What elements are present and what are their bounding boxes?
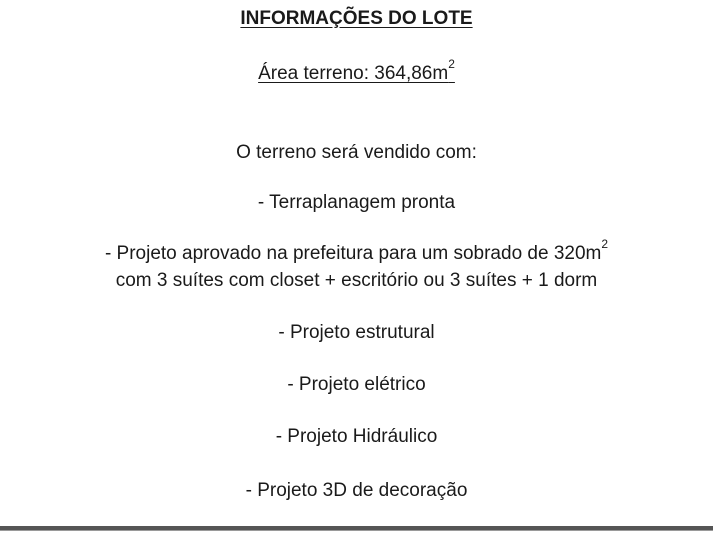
land-area bbox=[0, 57, 713, 85]
list-item-projeto-3d: - Projeto 3D de decoração bbox=[245, 480, 468, 501]
intro-text: O terreno será vendido com: bbox=[236, 142, 477, 163]
list-item-projeto-eletrico: - Projeto elétrico bbox=[287, 374, 426, 395]
list-item-projeto-aprovado bbox=[0, 237, 713, 265]
bottom-divider bbox=[0, 526, 713, 531]
list-item-projeto-aprovado-line1: - Projeto aprovado na prefeitura para um sobrado de 320m bbox=[104, 243, 602, 264]
list-item-projeto-aprovado-superscript: 2 bbox=[601, 237, 609, 251]
land-area-superscript: 2 bbox=[448, 57, 455, 71]
list-item-terraplanagem: - Terraplanagem pronta bbox=[257, 192, 456, 213]
list-item-projeto-hidraulico: - Projeto Hidráulico bbox=[275, 426, 438, 447]
list-item-projeto-aprovado-line2: com 3 suítes com closet + escritório ou 3 suítes + 1 dorm bbox=[115, 270, 598, 291]
list-item-projeto-estrutural: - Projeto estrutural bbox=[278, 322, 435, 343]
document-title: INFORMAÇÕES DO LOTE bbox=[240, 8, 473, 29]
land-area-text: Área terreno: 364,86m bbox=[258, 63, 449, 84]
